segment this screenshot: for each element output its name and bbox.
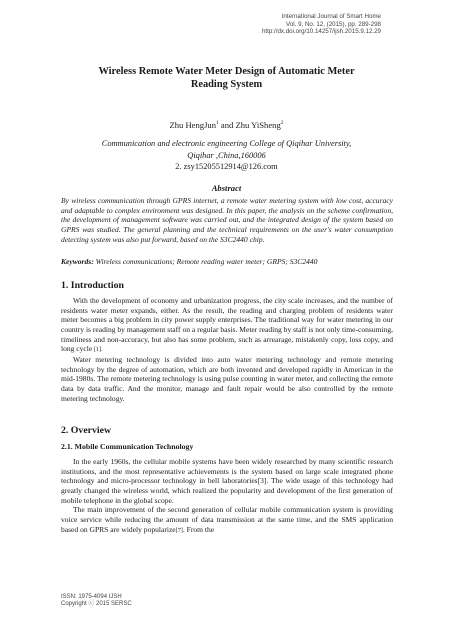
- footer-copyright: Copyright ⓒ 2015 SERSC: [61, 601, 132, 608]
- keywords-text: Wireless communications; Remote reading water meter; GRPS; S3C2440: [93, 257, 318, 266]
- page-footer: [61, 594, 261, 609]
- journal-volume: Vol. 9, No. 12, (2015), pp. 289-298: [286, 20, 381, 28]
- keywords-line: [61, 257, 393, 267]
- citation-1: [1].: [92, 346, 103, 354]
- introduction-body: [61, 296, 393, 403]
- citation-7: [7]: [175, 526, 183, 534]
- overview-paragraph-1: In the early 1960s, the cellular mobile systems have been widely researched by many scientific research institutions, and the most representative achievements is the system based on large scale integrated phone technology and micro-processor technology in bell laboratories[3]. The wide usage of this technology had greatly changed the wireless world, which realized the popularity and development of the first generation of mobile telephone in the global scope.: [61, 457, 393, 505]
- author-2: Zhu YiSheng: [235, 120, 281, 130]
- title-line-1: Wireless Remote Water Meter Design of Automatic Meter: [98, 66, 355, 77]
- section-heading-overview: 2. Overview: [61, 425, 112, 436]
- affiliation-block: [60, 138, 393, 173]
- section-heading-introduction: 1. Introduction: [61, 280, 124, 291]
- journal-name: International Journal of Smart Home: [281, 13, 381, 20]
- affiliation-line-1: Communication and electronic engineering College of Qiqihar University,: [101, 139, 352, 148]
- keywords-label: Keywords:: [61, 257, 94, 266]
- introduction-paragraph-1: [61, 296, 393, 355]
- author-1: Zhu HengJun: [169, 120, 217, 130]
- title-line-2: Reading System: [190, 78, 263, 90]
- footer-issn: ISSN: 1975-4094 IJSH: [61, 594, 122, 600]
- abstract-heading: Abstract: [211, 183, 242, 193]
- journal-doi[interactable]: http://dx.doi.org/10.14257/ijsh.2015.9.12.29: [261, 28, 381, 36]
- introduction-paragraph-1-text: With the development of economy and urbanization progress, the city scale increases, and the number of residents water meter expands, either. As the result, the reading and charging problem of residents water meter becomes a big problem in city power supply enterprises. The traditional way for water metering in our country is reading by management staff on a regular basis. Meter reading by staff is not only time-consuming, timeliness and non-accuracy, but also has some problem, such as arrearage, mistakenly copy, loss copy, and long cycle: [61, 296, 393, 354]
- paper-title: [60, 66, 393, 91]
- overview-paragraph-2: [61, 505, 393, 535]
- abstract-text: By wireless communication through GPRS internet, a remote water metering system with low cost, accuracy and adaptable to complex environment was designed. In this paper, the analysis on the scheme confirmation, the development of management software was carried out, and the integrated design of the system based on GPRS was studied. The general planning and the technical requirements on the user's water consumption detecting system was also put forward, based on the S3C2440 chip.: [61, 196, 393, 244]
- affiliation-line-2: Qiqihar ,China,160006: [187, 150, 266, 160]
- author-2-affiliation-mark: 2: [280, 120, 284, 127]
- overview-body: [61, 457, 393, 535]
- overview-paragraph-2-text: The main improvement of the second generation of cellular mobile communication system is providing voice service while reducing the amount of data transmission at the same time, and the SMS application based on GPRS are widely popularize: [61, 505, 393, 534]
- overview-paragraph-2-tail: . From the: [182, 524, 215, 534]
- author-1-affiliation-mark: 1: [216, 120, 219, 127]
- journal-header: [131, 13, 381, 36]
- author-email[interactable]: 2. zsy15205512914@126.com: [175, 162, 278, 172]
- introduction-paragraph-2: Water metering technology is divided into auto water metering technology and remote metering technology by the degree of automation, which are both invented and developed rapidly in American in the mid-1980s. The remote metering technology is using pulse counting in water meter, and collecting the remote data by data traffic. And the monitor, manage and fault repair would be also controlled by the remote metering technology.: [61, 354, 393, 403]
- author-list: [60, 120, 393, 130]
- author-conjunction: and: [218, 120, 236, 130]
- subsection-heading-mobile-communication: 2.1. Mobile Communication Technology: [61, 442, 194, 451]
